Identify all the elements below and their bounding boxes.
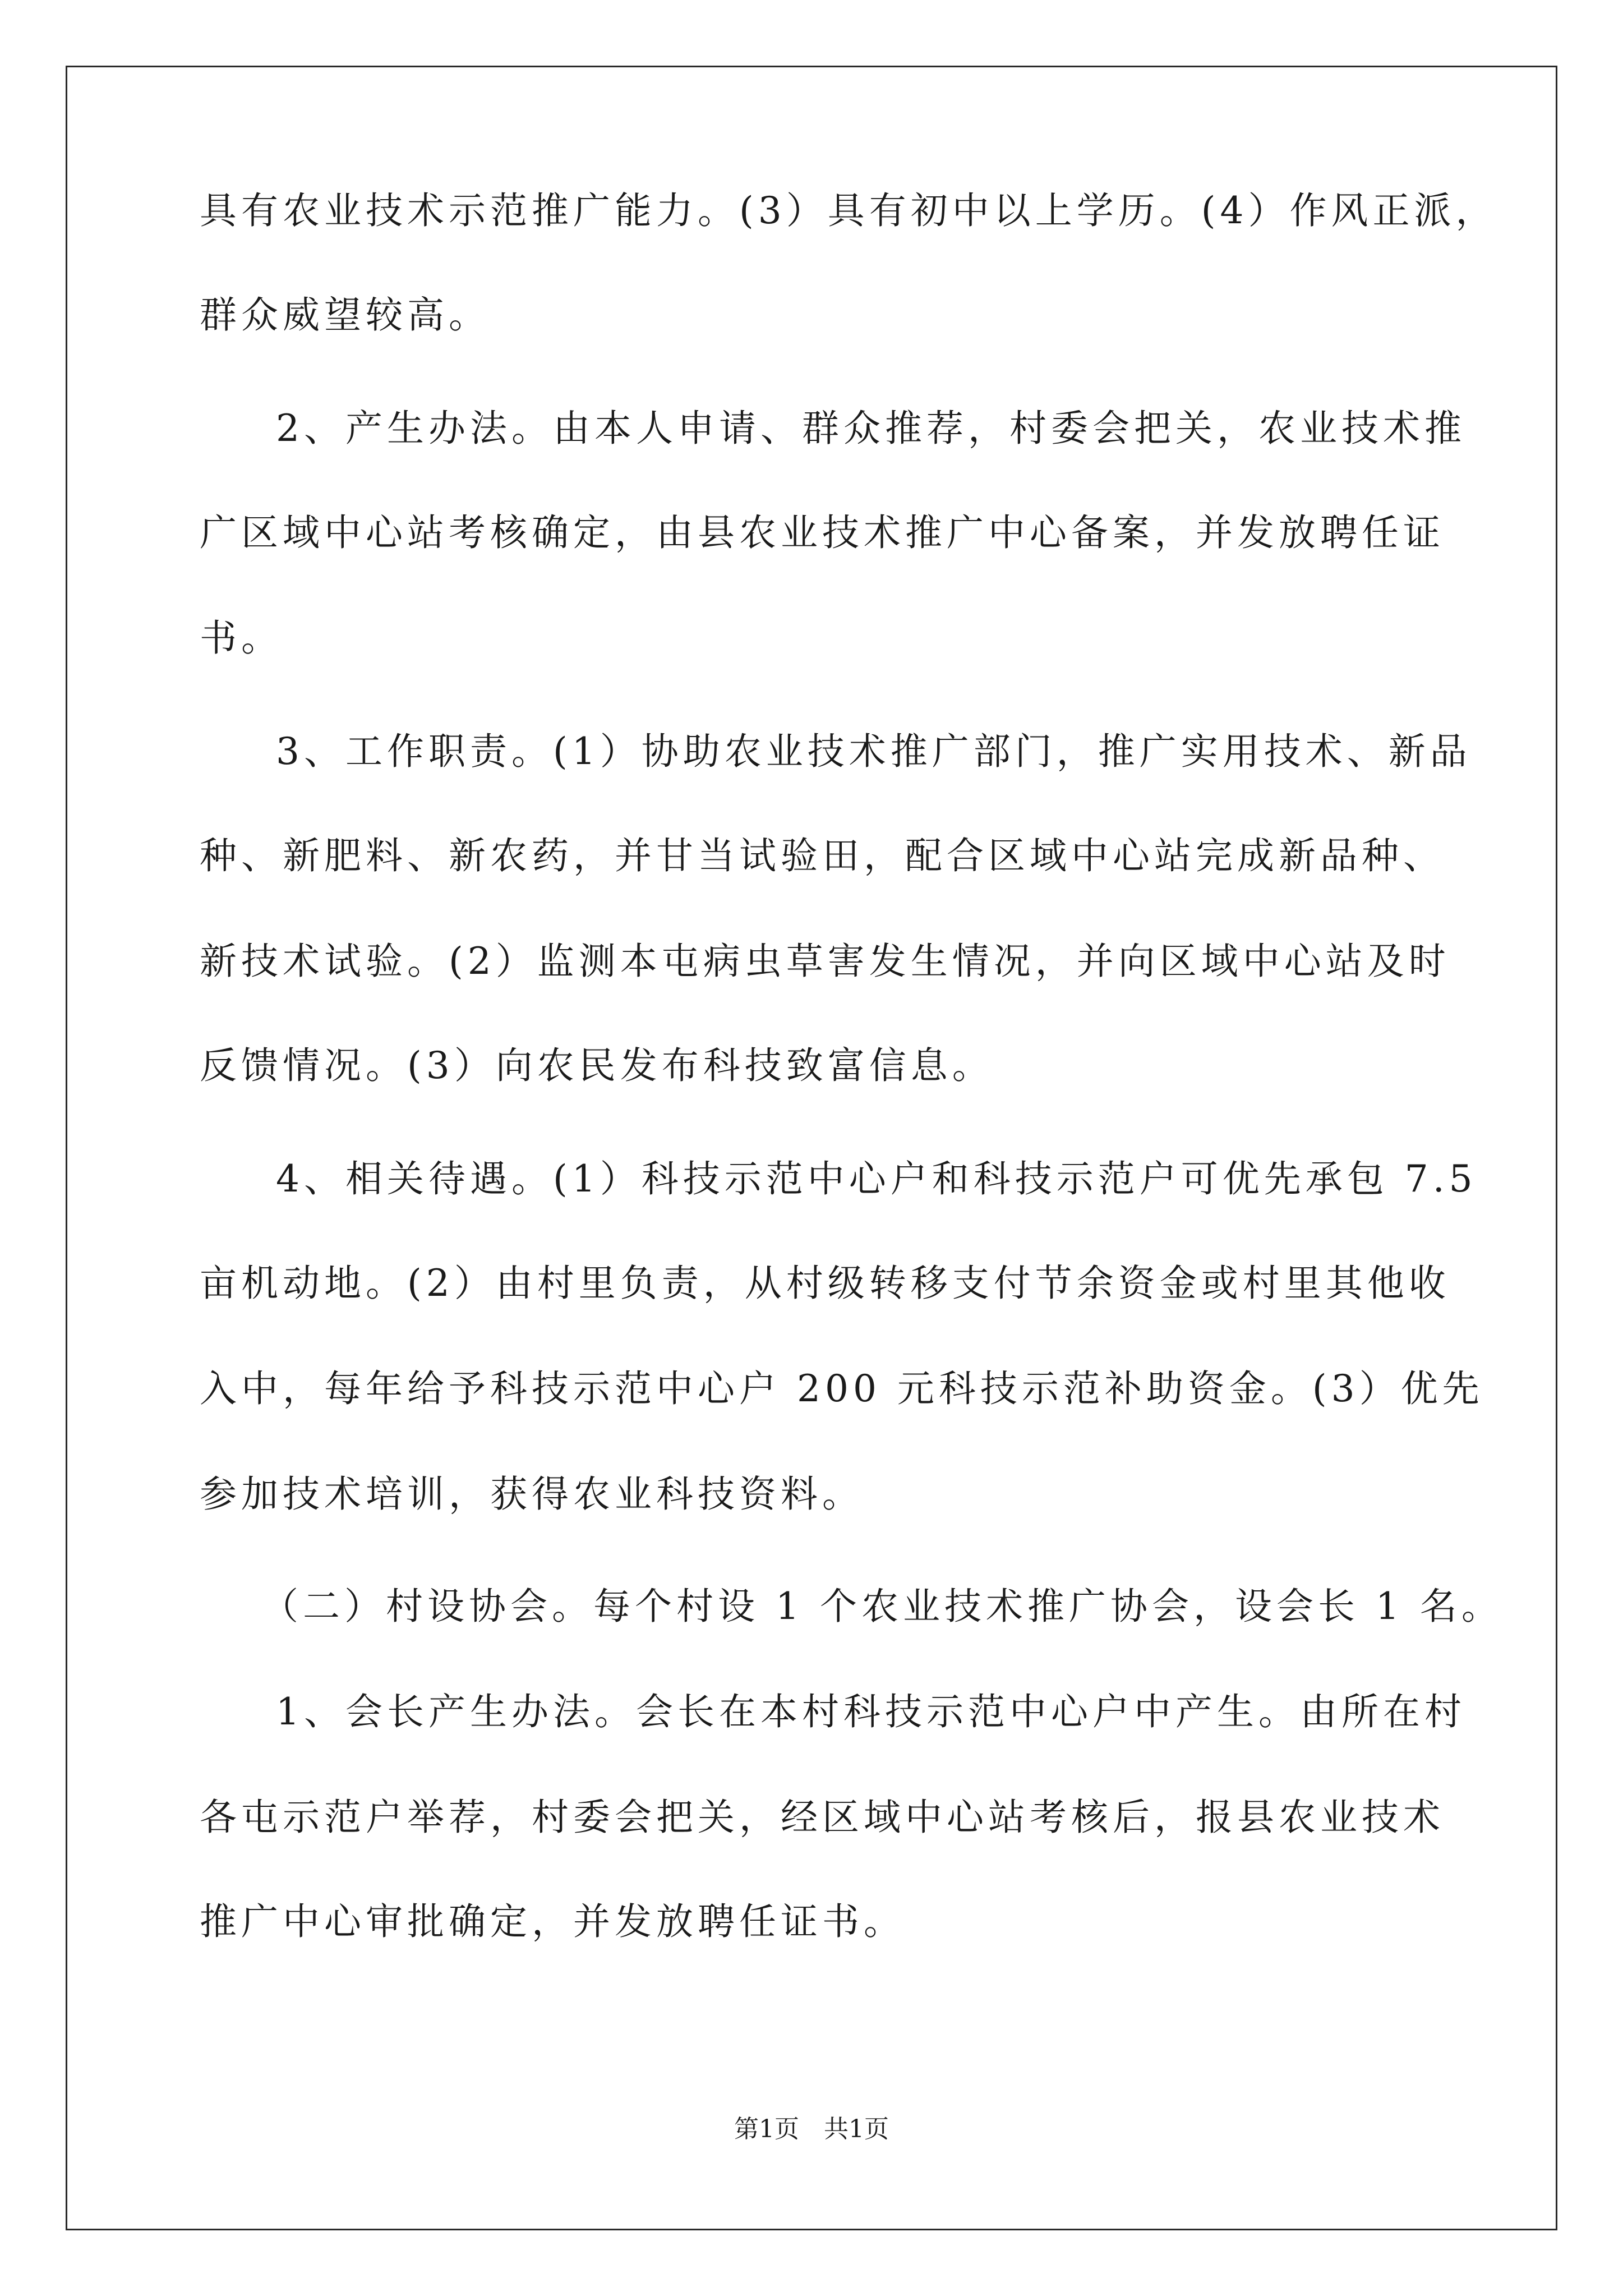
text-line: （二）村设协会。每个村设 1 个农业技术推广协会，设会长 1 名。 <box>261 1585 1503 1628</box>
text-line: 亩机动地。(2）由村里负责，从村级转移支付节余资金或村里其他收 <box>200 1262 1450 1305</box>
text-line: 1、会长产生办法。会长在本村科技示范中心户中产生。由所在村 <box>276 1690 1466 1733</box>
text-line: 各屯示范户举荐，村委会把关，经区域中心站考核后，报县农业技术 <box>200 1796 1445 1839</box>
text-line: 推广中心审批确定，并发放聘任证书。 <box>200 1900 905 1943</box>
text-line: 4、相关待遇。(1）科技示范中心户和科技示范户可优先承包 7.5 <box>276 1157 1477 1200</box>
page-number: 第1页 共1页 <box>734 2115 889 2143</box>
text-line: 种、新肥料、新农药，并甘当试验田，配合区域中心站完成新品种、 <box>200 834 1445 877</box>
text-line: 具有农业技术示范推广能力。(3）具有初中以上学历。(4）作风正派， <box>200 189 1497 232</box>
text-line: 新技术试验。(2）监测本屯病虫草害发生情况，并向区域中心站及时 <box>200 940 1450 983</box>
text-line: 3、工作职责。(1）协助农业技术推广部门，推广实用技术、新品 <box>276 730 1472 773</box>
text-line: 书。 <box>200 616 283 660</box>
text-line: 入中，每年给予科技示范中心户 200 元科技示范补助资金。(3）优先 <box>200 1367 1484 1410</box>
text-line: 2、产生办法。由本人申请、群众推荐，村委会把关，农业技术推 <box>276 407 1466 450</box>
text-line: 参加技术培训，获得农业科技资料。 <box>200 1473 864 1516</box>
text-line: 广区域中心站考核确定，由县农业技术推广中心备案，并发放聘任证 <box>200 511 1445 554</box>
text-line: 反馈情况。(3）向农民发布科技致富信息。 <box>200 1044 994 1087</box>
text-line: 群众威望较高。 <box>200 293 490 337</box>
